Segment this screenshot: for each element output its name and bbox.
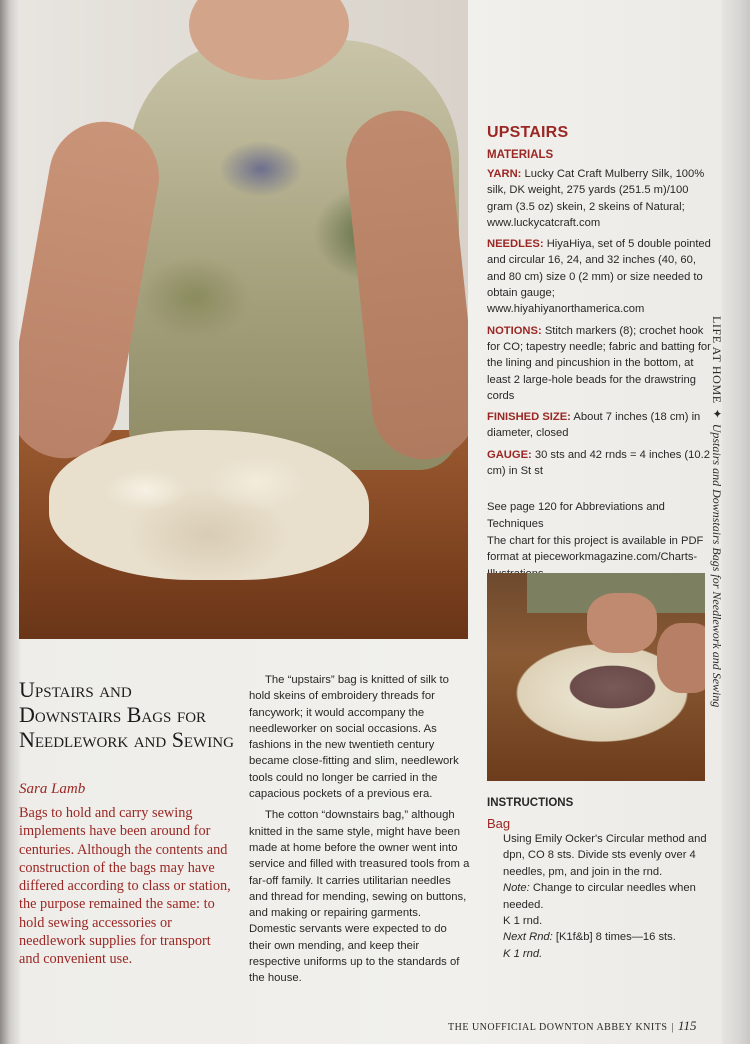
body-paragraph-1: The “upstairs” bag is knitted of silk to hold skeins of embroidery threads for fancywork; it would accompany the needleworker on social occasions. As fashions in the new twentieth century became close-fitting and slim, needlework tools could no longer be carried in the capacious pockets of a previous era. [249, 674, 459, 801]
see-page-note: See page 120 for Abbreviations and Techniques [487, 501, 665, 530]
chart-note: The chart for this project is available in PDF format at pieceworkmagazine.com/Charts- [487, 534, 704, 564]
page-number: 115 [677, 1018, 697, 1033]
needles-entry [487, 236, 713, 317]
finished-size-label: FINISHED SIZE: [487, 411, 571, 424]
note-label: Note: [503, 882, 530, 895]
side-article-title: Upstairs and Downstairs Bags for Needlework and Sewing [710, 423, 724, 708]
article-body [249, 672, 471, 987]
body-paragraph-2: The cotton “downstairs bag,” although knitted in the same style, might have been made at home before the owner went into service and filled with treasured tools from a far-off family. It carries utilitarian needles and thread for mending, sewing on buttons, and making or repairing garments. Domestic servants were expected to do their own mending, and keep their respective uniforms up to the standards of the house. [249, 809, 470, 985]
finished-size-entry [487, 409, 713, 442]
notions-entry [487, 323, 713, 404]
footer-book-title: THE UNOFFICIAL DOWNTON ABBEY KNITS [448, 1022, 668, 1033]
instructions-section [487, 797, 713, 962]
pattern-heading: UPSTAIRS [487, 124, 569, 141]
gauge-entry [487, 447, 713, 480]
main-photo-knitted-bag [19, 0, 468, 639]
instruction-k1: K 1 rnd. [503, 915, 543, 928]
page-footer [448, 1018, 696, 1034]
small-photo-bag-open [487, 573, 705, 781]
note-text: Change to circular needles when needed. [503, 882, 696, 911]
article-title: Upstairs and Downstairs Bags for Needlework and Sewing [19, 677, 234, 752]
article-byline: Sara Lamb [19, 781, 86, 797]
instruction-next-rnd [487, 929, 713, 945]
page-edge [722, 0, 750, 1044]
needles-text: HiyaHiya, set of 5 double pointed and circular 16, 24, and 32 inches (40, 60, and 80 cm) size 0 (2 mm) or size needed to obtain gauge; www.hiyahiyanorthamerica.com [487, 238, 711, 316]
photo-hand-right [657, 623, 705, 693]
article-intro: Bags to hold and carry sewing implements have been around for centuries. Although the contents and construction of the bags may have differed according to class or station, the purpose remained the same: to hold sewing accessories or needlework supplies for transport and convenient use. [19, 805, 231, 968]
photo-lace-bag [49, 430, 369, 580]
yarn-text: Lucky Cat Craft Mulberry Silk, 100% silk, DK weight, 275 yards (251.5 m)/100 gram (3.5 oz) skein, 2 skeins of Natural; www.luckycatcraft.com [487, 168, 705, 229]
side-running-head [704, 316, 724, 786]
finished-size-text: About 7 inches (18 cm) in diameter, closed [487, 411, 701, 440]
yarn-entry [487, 166, 713, 231]
notions-label: NOTIONS: [487, 324, 542, 337]
next-rnd-label: Next Rnd: [503, 931, 553, 944]
instruction-step-1: Using Emily Ocker's Circular method and dpn, CO 8 sts. Divide sts evenly over 4 needles, pm, and join in the rnd. [503, 833, 707, 878]
side-section-label: LIFE AT HOME [710, 316, 724, 404]
notions-text: Stitch markers (8); crochet hook for CO; tapestry needle; fabric and batting for the lining and pincushion in the bottom, at least 2 large-hole beads for the drawstring cords [487, 324, 711, 402]
yarn-label: YARN: [487, 168, 522, 180]
gauge-text: 30 sts and 42 rnds = 4 inches (10.2 cm) in St st [487, 448, 710, 478]
gauge-label: GAUGE: [487, 448, 532, 461]
photo-hand-left [587, 593, 657, 653]
materials-heading: MATERIALS [487, 149, 554, 161]
footer-separator: | [671, 1022, 674, 1033]
instruction-note [487, 880, 713, 913]
needles-label: NEEDLES: [487, 238, 544, 251]
next-rnd-text: [K1f&b] 8 times—16 sts. [555, 931, 676, 944]
materials-column [487, 124, 713, 582]
instruction-k1-b: K 1 rnd. [503, 947, 543, 960]
side-divider-icon: ✦ [710, 408, 724, 419]
bag-subheading: Bag [487, 816, 511, 831]
instructions-heading: INSTRUCTIONS [487, 797, 574, 809]
